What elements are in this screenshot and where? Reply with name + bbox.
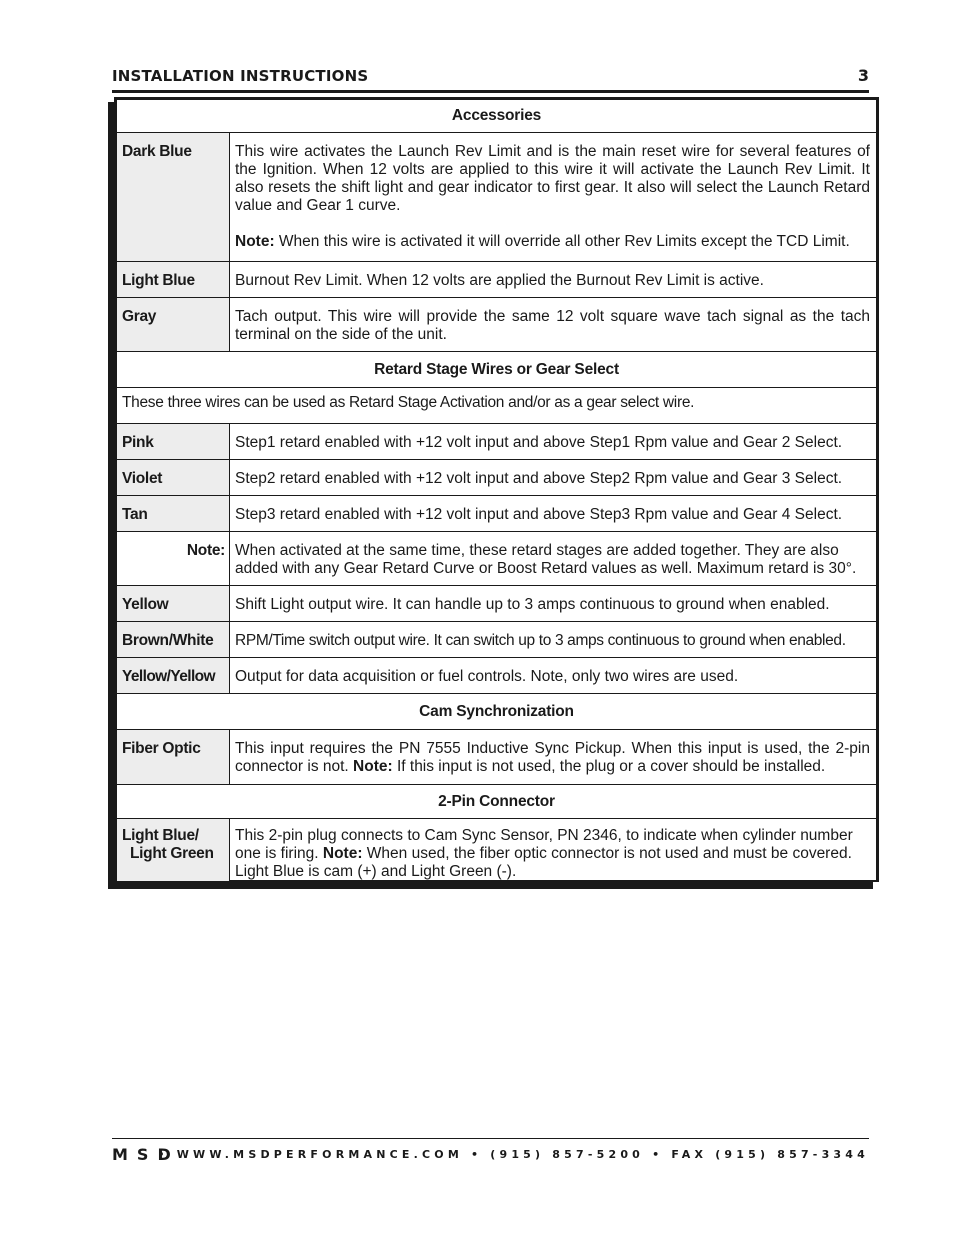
table-row	[117, 262, 877, 298]
table-row	[117, 819, 877, 882]
page-header	[112, 66, 869, 88]
table-row	[117, 532, 877, 586]
wire-label-dark-blue: Dark Blue	[117, 133, 230, 262]
wire-description-pink: Step1 retard enabled with +12 volt input and above Step1 Rpm value and Gear 2 Select.	[230, 424, 877, 460]
wire-description-light-blue: Burnout Rev Limit. When 12 volts are applied the Burnout Rev Limit is active.	[230, 262, 877, 298]
wire-label-light-blue: Light Blue	[117, 262, 230, 298]
section-heading-retard: Retard Stage Wires or Gear Select	[117, 352, 877, 388]
header-rule	[112, 90, 869, 93]
table-row	[117, 658, 877, 694]
section-heading-accessories: Accessories	[117, 100, 877, 133]
dark-blue-note	[235, 233, 870, 251]
note-text: When this wire is activated it will override all other Rev Limits except the TCD Limit.	[274, 233, 850, 250]
wire-label-fiber-optic: Fiber Optic	[117, 730, 230, 785]
wire-description-yellow: Shift Light output wire. It can handle up to 3 amps continuous to ground when enabled.	[230, 586, 877, 622]
table-row	[117, 460, 877, 496]
retard-note-label: Note:	[117, 532, 230, 586]
note-label: Note:	[353, 758, 393, 775]
page-footer	[112, 1145, 869, 1163]
dark-blue-text: This wire activates the Launch Rev Limit and is the main reset wire for several features of the Ignition. When 12 volts are applied to this wire it will activate the Launch Rev Limit. It also resets the shift light and gear indicator to first gear. It also will select the Launch Retard value and Gear 1 curve.	[235, 143, 870, 214]
wire-description-fiber-optic	[230, 730, 877, 785]
document-title: INSTALLATION INSTRUCTIONS	[112, 67, 369, 85]
wire-description-gray: Tach output. This wire will provide the same 12 volt square wave tach signal as the tach terminal on the side of the unit.	[230, 298, 877, 352]
wire-description-yellow-yellow: Output for data acquisition or fuel controls. Note, only two wires are used.	[230, 658, 877, 694]
table-row	[117, 424, 877, 460]
two-pin-text-b: When used, the fiber optic connector is not used and must be covered. Light Blue is cam (+) and Light Green (-).	[235, 845, 852, 880]
note-label: Note:	[322, 845, 363, 862]
note-label: Note:	[235, 233, 275, 250]
section-heading-cam-sync: Cam Synchronization	[117, 694, 877, 730]
table-row	[117, 586, 877, 622]
footer-rule	[112, 1138, 869, 1139]
table-row	[117, 133, 877, 262]
label-line-2: Light Green	[130, 845, 214, 862]
wire-label-yellow-yellow: Yellow/Yellow	[117, 658, 230, 694]
table-row	[117, 622, 877, 658]
wire-label-tan: Tan	[117, 496, 230, 532]
section-heading-two-pin: 2-Pin Connector	[117, 785, 877, 819]
table-row	[117, 388, 877, 424]
wire-label-brown-white: Brown/White	[117, 622, 230, 658]
wire-description-brown-white: RPM/Time switch output wire. It can switch up to 3 amps continuous to ground when enabled.	[230, 622, 877, 658]
label-line-1: Light Blue/	[122, 827, 199, 844]
wire-description-violet: Step2 retard enabled with +12 volt input and above Step2 Rpm value and Gear 3 Select.	[230, 460, 877, 496]
page-number: 3	[857, 66, 869, 85]
wire-label-light-blue-light-green	[117, 819, 230, 882]
wire-description-dark-blue	[230, 133, 877, 262]
footer-contact: • WWW.MSDPERFORMANCE.COM • (915) 857-5200 • FAX (915) 857-3344	[157, 1148, 869, 1161]
wire-description-two-pin	[230, 819, 877, 882]
fiber-optic-text-b: If this input is not used, the plug or a cover should be installed.	[392, 758, 826, 775]
table-row	[117, 496, 877, 532]
fiber-optic-text-a: This input requires the PN 7555 Inductive Sync Pickup. When this input is used, the 2-pin connector is not.	[235, 740, 870, 775]
two-pin-text-a: This 2-pin plug connects to Cam Sync Sensor, PN 2346, to indicate when cylinder number one is firing.	[235, 827, 853, 862]
retard-intro: These three wires can be used as Retard Stage Activation and/or as a gear select wire.	[117, 388, 877, 424]
wire-label-pink: Pink	[117, 424, 230, 460]
table-row	[117, 730, 877, 785]
wire-description-tan: Step3 retard enabled with +12 volt input and above Step3 Rpm value and Gear 4 Select.	[230, 496, 877, 532]
wire-table	[114, 97, 879, 882]
wire-label-violet: Violet	[117, 460, 230, 496]
brand-logo-text: MSD	[112, 1145, 180, 1164]
wire-label-gray: Gray	[117, 298, 230, 352]
table-row	[117, 298, 877, 352]
retard-note-text: When activated at the same time, these retard stages are added together. They are also added with any Gear Retard Curve or Boost Retard values as well. Maximum retard is 30°.	[230, 532, 877, 586]
wire-label-yellow: Yellow	[117, 586, 230, 622]
